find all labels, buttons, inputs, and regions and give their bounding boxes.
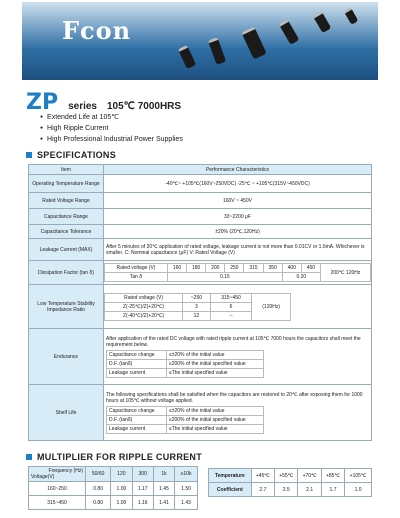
- endurance-table: [106, 350, 264, 378]
- feature-item: ● High Ripple Current: [40, 123, 183, 134]
- spec-value: -40℃~ +105℃(160V~250VDC) -25℃ ~ +105℃(315V~450VDC): [104, 175, 372, 193]
- shelf-item: Capacitance change: [107, 406, 167, 415]
- spec-label: Rated Voltage Range: [29, 193, 104, 209]
- ripple-value: 0.80: [85, 482, 110, 496]
- low-temp-rv: ~250: [183, 293, 211, 302]
- low-temp-ratio: 12: [183, 311, 211, 320]
- ripple-value: 1.43: [175, 496, 198, 510]
- shelf-criteria: ≤±20% of the initial value: [166, 406, 263, 415]
- ripple-freq-head: 300: [132, 467, 153, 482]
- ripple-freq-head: ≥10k: [175, 467, 198, 482]
- spec-header-item: Item: [29, 165, 104, 175]
- dissipation-tan-value: 0.20: [282, 273, 320, 282]
- header-banner: [22, 2, 378, 80]
- square-bullet-icon: [26, 454, 32, 460]
- dissipation-table: [104, 263, 371, 282]
- ripple-value: 1.41: [153, 496, 174, 510]
- ripple-value: 1.17: [132, 482, 153, 496]
- ripple-coef: 2.7: [251, 483, 274, 497]
- section-title-specifications: SPECIFICATIONS: [26, 150, 116, 160]
- low-temp-rv: 315~450: [210, 293, 252, 302]
- feature-item: ● Extended Life at 105℃: [40, 112, 183, 123]
- ripple-corner: Frequency (Hz) Voltage(V): [29, 467, 86, 482]
- capacitor-image: [279, 19, 300, 45]
- ripple-value: 1.16: [132, 496, 153, 510]
- shelf-item: Leakage current: [107, 424, 167, 433]
- capacitor-image: [313, 11, 332, 33]
- ripple-temp: +85℃: [321, 469, 344, 483]
- capacitor-image: [344, 7, 359, 25]
- ripple-value: 0.80: [85, 496, 110, 510]
- ripple-temp: +70℃: [298, 469, 321, 483]
- ripple-temp-label: Temperature: [209, 469, 252, 483]
- ripple-coef-label: Coefficient: [209, 483, 252, 497]
- spec-value: ±20% (20℃,120Hz): [104, 225, 372, 239]
- ripple-value: 1.50: [175, 482, 198, 496]
- low-temp-table: [104, 293, 291, 321]
- spec-label: Leakage Current (MAX): [29, 239, 104, 261]
- low-temp-ratio-head: Z(-25℃)/Z(+20℃): [105, 302, 183, 311]
- feature-item: ● High Professional Industrial Power Supplies: [40, 134, 183, 145]
- low-temp-ratio: 3: [183, 302, 211, 311]
- spec-label: Capacitance Tolerance: [29, 225, 104, 239]
- spec-label: Low Temperature Stability Impedance Ratio: [29, 285, 104, 329]
- low-temp-ratio-head: Z(-40℃)/Z(+20℃): [105, 311, 183, 320]
- spec-header-characteristics: Performance Characteristics: [104, 165, 372, 175]
- dissipation-note: 200℃ 120Hz: [320, 264, 370, 282]
- spec-value: 33~2200 μF: [104, 209, 372, 225]
- shelf-criteria: ≤The initial specified value: [166, 424, 263, 433]
- ripple-temp: +55℃: [275, 469, 298, 483]
- dissipation-voltage: 450: [301, 264, 320, 273]
- ripple-value: 1.45: [153, 482, 174, 496]
- ripple-temp: +45℃: [251, 469, 274, 483]
- brand-logo: Fcon: [62, 16, 132, 45]
- endurance-criteria: ≤±20% of the initial value: [166, 350, 263, 359]
- dissipation-voltage: 350: [263, 264, 282, 273]
- dissipation-tan-value: 0.15: [167, 273, 282, 282]
- ripple-voltage: 160~250: [29, 482, 86, 496]
- dissipation-tan-head: Tan δ: [105, 273, 168, 282]
- low-temp-rv-head: Rated voltage (V): [105, 293, 183, 302]
- spec-label: Endurance: [29, 329, 104, 385]
- dissipation-voltage: 400: [282, 264, 301, 273]
- ripple-voltage: 315~450: [29, 496, 86, 510]
- ripple-value: 1.00: [111, 482, 132, 496]
- ripple-temperature-table: [208, 468, 372, 497]
- spec-label: Shelf Life: [29, 385, 104, 441]
- endurance-item: Capacitance change: [107, 350, 167, 359]
- shelf-text: The following specifications shall be satisfied when the capacitors are restored to 20℃ after exposing them for 1000 hours at 105℃ without voltage applied.: [106, 391, 363, 404]
- spec-value: After 5 minutes of 20℃ application of rated voltage, leakage current is not more than 0.01CV or 1.6mA. Whichever is smaller. C: Nominal capacitance (μF) V: Rated Voltage (V): [104, 239, 372, 261]
- dissipation-voltage: 315: [244, 264, 263, 273]
- dissipation-voltage: 250: [225, 264, 244, 273]
- ripple-freq-head: 1k: [153, 467, 174, 482]
- section-title-ripple: MULTIPLIER FOR RIPPLE CURRENT: [26, 452, 202, 462]
- endurance-criteria: ≤The initial specified value: [166, 368, 263, 377]
- endurance-text: After application of the rated DC voltage with rated ripple current at 105℃ 7000 hours the capacitors shall meet the requirement below.: [106, 335, 361, 348]
- dissipation-voltage: 200: [206, 264, 225, 273]
- ripple-freq-head: 50/60: [85, 467, 110, 482]
- dissipation-voltage: 180: [187, 264, 206, 273]
- shelf-table: [106, 406, 264, 434]
- capacitor-image: [241, 26, 266, 59]
- ripple-temp: +105℃: [345, 469, 372, 483]
- spec-label: Operating Temperature Range: [29, 175, 104, 193]
- ripple-coef: 2.1: [298, 483, 321, 497]
- shelf-item: D.F. (tanδ): [107, 415, 167, 424]
- endurance-item: D.F. (tanδ): [107, 359, 167, 368]
- low-temp-note: (120Hz): [252, 293, 291, 320]
- dissipation-rv-head: Rated voltage (V): [105, 264, 168, 273]
- low-temp-ratio: 6: [210, 302, 252, 311]
- ripple-coef: 1.0: [345, 483, 372, 497]
- capacitor-image: [208, 37, 226, 65]
- shelf-criteria: ≤200% of the initial specified value: [166, 415, 263, 424]
- endurance-item: Leakage current: [107, 368, 167, 377]
- feature-list: [40, 112, 183, 145]
- ripple-coef: 1.7: [321, 483, 344, 497]
- series-spec: 105℃ 7000HRS: [107, 101, 182, 112]
- ripple-freq-head: 120: [111, 467, 132, 482]
- dissipation-voltage: 160: [167, 264, 186, 273]
- ripple-frequency-table: [28, 466, 198, 510]
- spec-label: Capacitance Range: [29, 209, 104, 225]
- spec-value: 160V ~ 450V: [104, 193, 372, 209]
- specifications-table: [28, 164, 372, 441]
- capacitor-image: [178, 45, 196, 69]
- ripple-value: 1.00: [111, 496, 132, 510]
- square-bullet-icon: [26, 152, 32, 158]
- endurance-criteria: ≤200% of the initial specified value: [166, 359, 263, 368]
- series-code: ZP: [26, 90, 59, 115]
- ripple-coef: 2.5: [275, 483, 298, 497]
- low-temp-ratio: --: [210, 311, 252, 320]
- series-word: series: [68, 101, 97, 112]
- spec-label: Dissipation Factor (tan δ): [29, 261, 104, 285]
